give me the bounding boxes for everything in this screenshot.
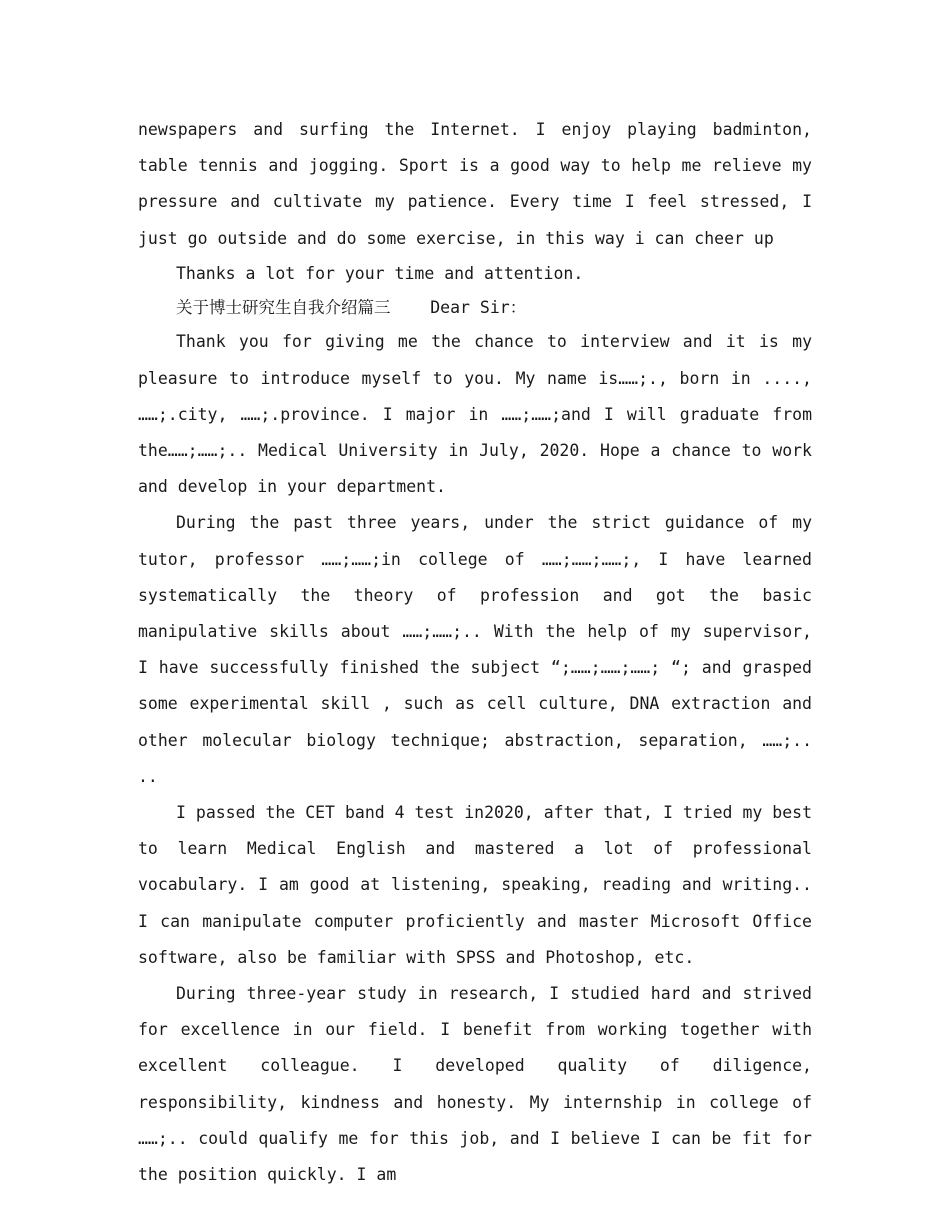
section-title: 关于博士研究生自我介绍篇三 <box>176 297 391 317</box>
document-page <box>138 112 812 1193</box>
paragraph-thanks: Thanks a lot for your time and attention. <box>176 263 584 283</box>
salutation: Dear Sir： <box>430 297 527 317</box>
paragraph-language-skills: I passed the CET band 4 test in2020, after that, I tried my best to learn Medical English and mastered a lot of professional vocabulary. I am good at listening, speaking, reading and writing.. I can manipulate computer proficiently and master Microsoft Office software, also be familiar with SPSS and Photoshop, etc. <box>138 803 812 967</box>
paragraph-introduction: Thank you for giving me the chance to interview and it is my pleasure to introduce myself to you. My name is……;., born in ...., ……;.city, ……;.province. I major in ……;……;and I will graduate from the……;……;.. Medical University in July, 2020. Hope a chance to work and develop in your department. <box>138 332 812 497</box>
paragraph-hobbies: newspapers and surfing the Internet. I enjoy playing badminton, table tennis and jogging. Sport is a good way to help me relieve my pressure and cultivate my patience. Every time I feel stressed, I just go outside and do some exercise, in this way i can cheer up <box>138 120 812 248</box>
paragraph-research-training: During the past three years, under the strict guidance of my tutor, professor ……;……;in college of ……;……;……;, I have learned systematically the theory of profession and got the basic manipulative skills about ……;……;.. With the help of my supervisor, I have successfully finished the subject “;……;……;……; “; and grasped some experimental skill , such as cell culture, DNA extraction and other molecular biology technique; abstraction, separation, ……;.. .. <box>138 513 812 786</box>
section-heading <box>138 291 812 325</box>
paragraph-study-experience: During three-year study in research, I studied hard and strived for excellence in our field. I benefit from working together with excellent colleague. I developed quality of diligence, responsibility, kindness and honesty. My internship in college of ……;.. could qualify me for this job, and I believe I can be fit for the position quickly. I am <box>138 984 812 1185</box>
